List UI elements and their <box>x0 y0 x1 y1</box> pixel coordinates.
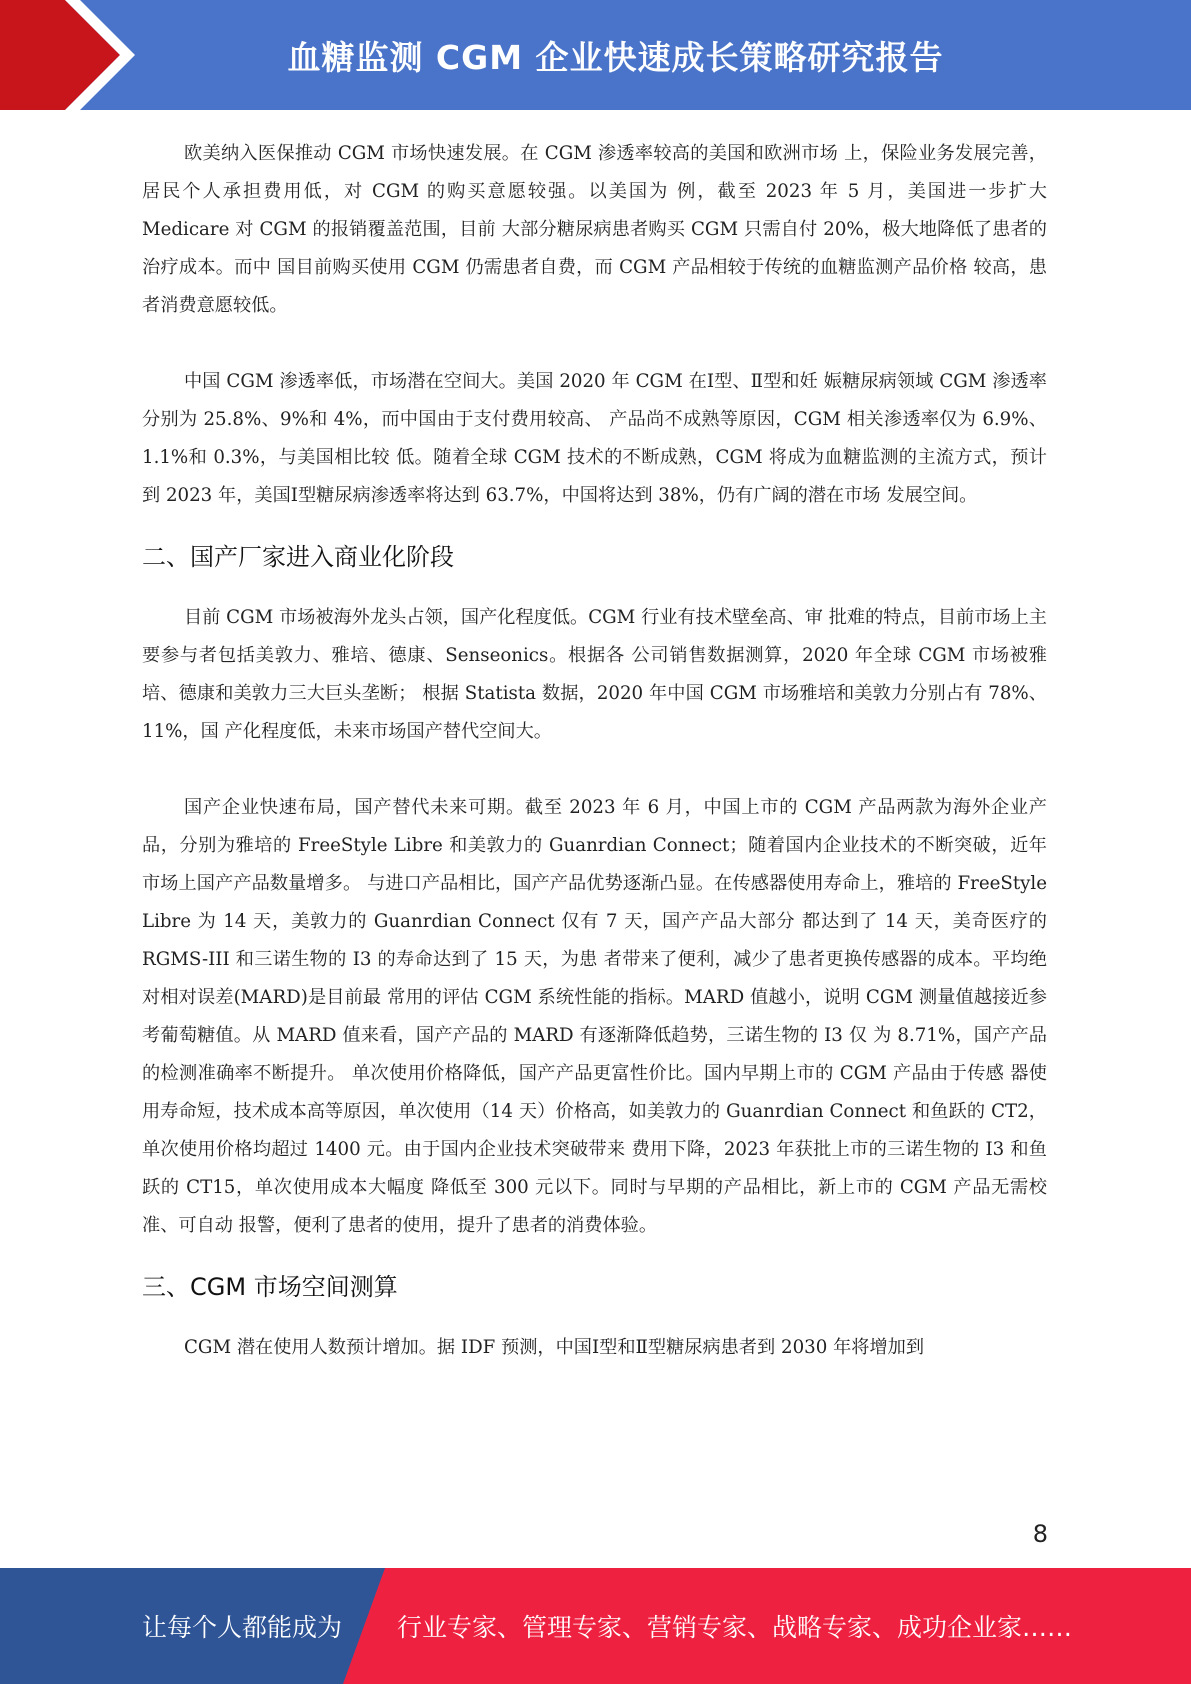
page-number: 8 <box>1032 1520 1048 1548</box>
footer-band <box>0 1568 1191 1684</box>
paragraph-4: 国产企业快速布局，国产替代未来可期。截至 2023 年 6 月，中国上市的 CGM 产品两款为海外企业产品，分别为雅培的 FreeStyle Libre 和美敦力的 Guanrdian Connect；随着国内企业技术的不断突破，近年市场上国产产品数量增多。 与进口产品相比，国产产品优势逐渐凸显。在传感器使用寿命上，雅培的 FreeStyle Libre 为 14 天，美敦力的 Guanrdian Connect 仅有 7 天，国产产品大部分 都达到了 14 天，美奇医疗的 RGMS-III 和三诺生物的 I3 的寿命达到了 15 天，为患 者带来了便利，减少了患者更换传感器的成本。平均绝对相对误差(MARD)是目前最 常用的评估 CGM 系统性能的指标。MARD 值越小，说明 CGM 测量值越接近参考葡萄糖值。从 MARD 值来看，国产产品的 MARD 有逐渐降低趋势，三诺生物的 I3 仅 为 8.71%，国产产品的检测准确率不断提升。 单次使用价格降低，国产产品更富性价比。国内早期上市的 CGM 产品由于传感 器使用寿命短，技术成本高等原因，单次使用（14 天）价格高，如美敦力的 Guanrdian Connect 和鱼跃的 CT2，单次使用价格均超过 1400 元。由于国内企业技术突破带来 费用下降，2023 年获批上市的三诺生物的 I3 和鱼跃的 CT15，单次使用成本大幅度 降低至 300 元以下。同时与早期的产品相比，新上市的 CGM 产品无需校准、可自动 报警，便利了患者的使用，提升了患者的消费体验。 <box>142 797 1047 1236</box>
report-title: 血糖监测 CGM 企业快速成长策略研究报告 <box>287 37 944 77</box>
section-heading-2: 二、国产厂家进入商业化阶段 <box>142 543 454 571</box>
paragraph-5: CGM 潜在使用人数预计增加。据 IDF 预测，中国Ⅰ型和Ⅱ型糖尿病患者到 2030 年将增加到 <box>184 1337 925 1358</box>
paragraph-1: 欧美纳入医保推动 CGM 市场快速发展。在 CGM 渗透率较高的美国和欧洲市场 上，保险业务发展完善，居民个人承担费用低，对 CGM 的购买意愿较强。以美国为 例，截至 2023 年 5 月，美国进一步扩大 Medicare 对 CGM 的报销覆盖范围，目前 大部分糖尿病患者购买 CGM 只需自付 20%，极大地降低了患者的治疗成本。而中 国目前购买使用 CGM 仍需患者自费，而 CGM 产品相较于传统的血糖监测产品价格 较高，患者消费意愿较低。 <box>142 143 1047 316</box>
main-content <box>142 135 1047 1367</box>
paragraph-3: 目前 CGM 市场被海外龙头占领，国产化程度低。CGM 行业有技术壁垒高、审 批难的特点，目前市场上主要参与者包括美敦力、雅培、德康、Senseonics。根据各 公司销售数据测算，2020 年全球 CGM 市场被雅培、德康和美敦力三大巨头垄断； 根据 Statista 数据，2020 年中国 CGM 市场雅培和美敦力分别占有 78%、11%，国 产化程度低，未来市场国产替代空间大。 <box>142 607 1047 742</box>
footer-slogan-right: 行业专家、管理专家、营销专家、战略专家、成功企业家…… <box>397 1613 1073 1642</box>
section-heading-3: 三、CGM 市场空间测算 <box>142 1273 398 1301</box>
header-chevron-icon <box>0 0 150 110</box>
paragraph-2: 中国 CGM 渗透率低，市场潜在空间大。美国 2020 年 CGM 在Ⅰ型、Ⅱ型和妊 娠糖尿病领域 CGM 渗透率分别为 25.8%、9%和 4%，而中国由于支付费用较高、 产品尚不成熟等原因，CGM 相关渗透率仅为 6.9%、1.1%和 0.3%，与美国相比较 低。随着全球 CGM 技术的不断成熟，CGM 将成为血糖监测的主流方式，预计到 2023 年，美国Ⅰ型糖尿病渗透率将达到 63.7%，中国将达到 38%，仍有广阔的潜在市场 发展空间。 <box>142 371 1047 506</box>
header-band <box>0 0 1191 110</box>
footer-slogan-left: 让每个人都能成为 <box>142 1613 343 1642</box>
